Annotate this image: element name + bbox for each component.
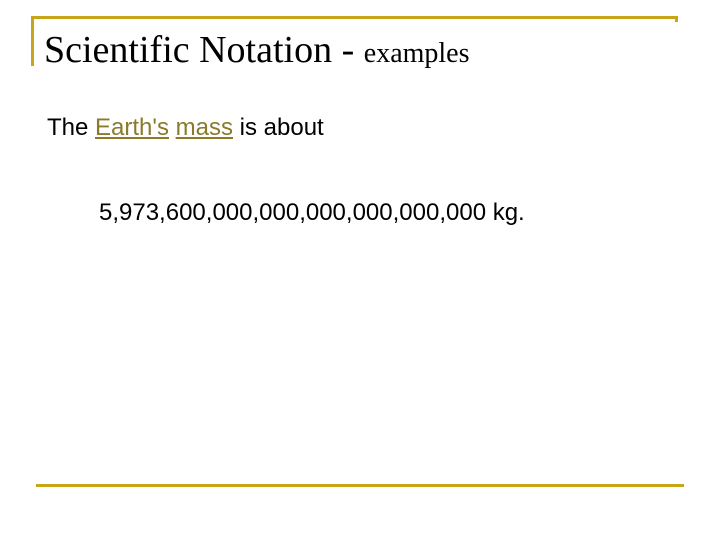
sentence-after: is about — [233, 114, 324, 141]
bottom-rule — [36, 484, 684, 487]
body-sentence — [47, 114, 324, 142]
left-rule — [31, 16, 34, 66]
title-sub: examples — [363, 38, 470, 69]
title-main: Scientific Notation - — [44, 29, 364, 71]
mass-link[interactable]: mass — [175, 114, 233, 141]
right-rule — [675, 16, 678, 22]
sentence-before: The — [47, 114, 96, 141]
slide-title — [44, 28, 470, 72]
top-rule — [34, 16, 678, 19]
sentence-between — [169, 114, 176, 141]
mass-value: 5,973,600,000,000,000,000,000,000 kg. — [99, 199, 525, 226]
earths-link[interactable]: Earth's — [95, 114, 169, 141]
